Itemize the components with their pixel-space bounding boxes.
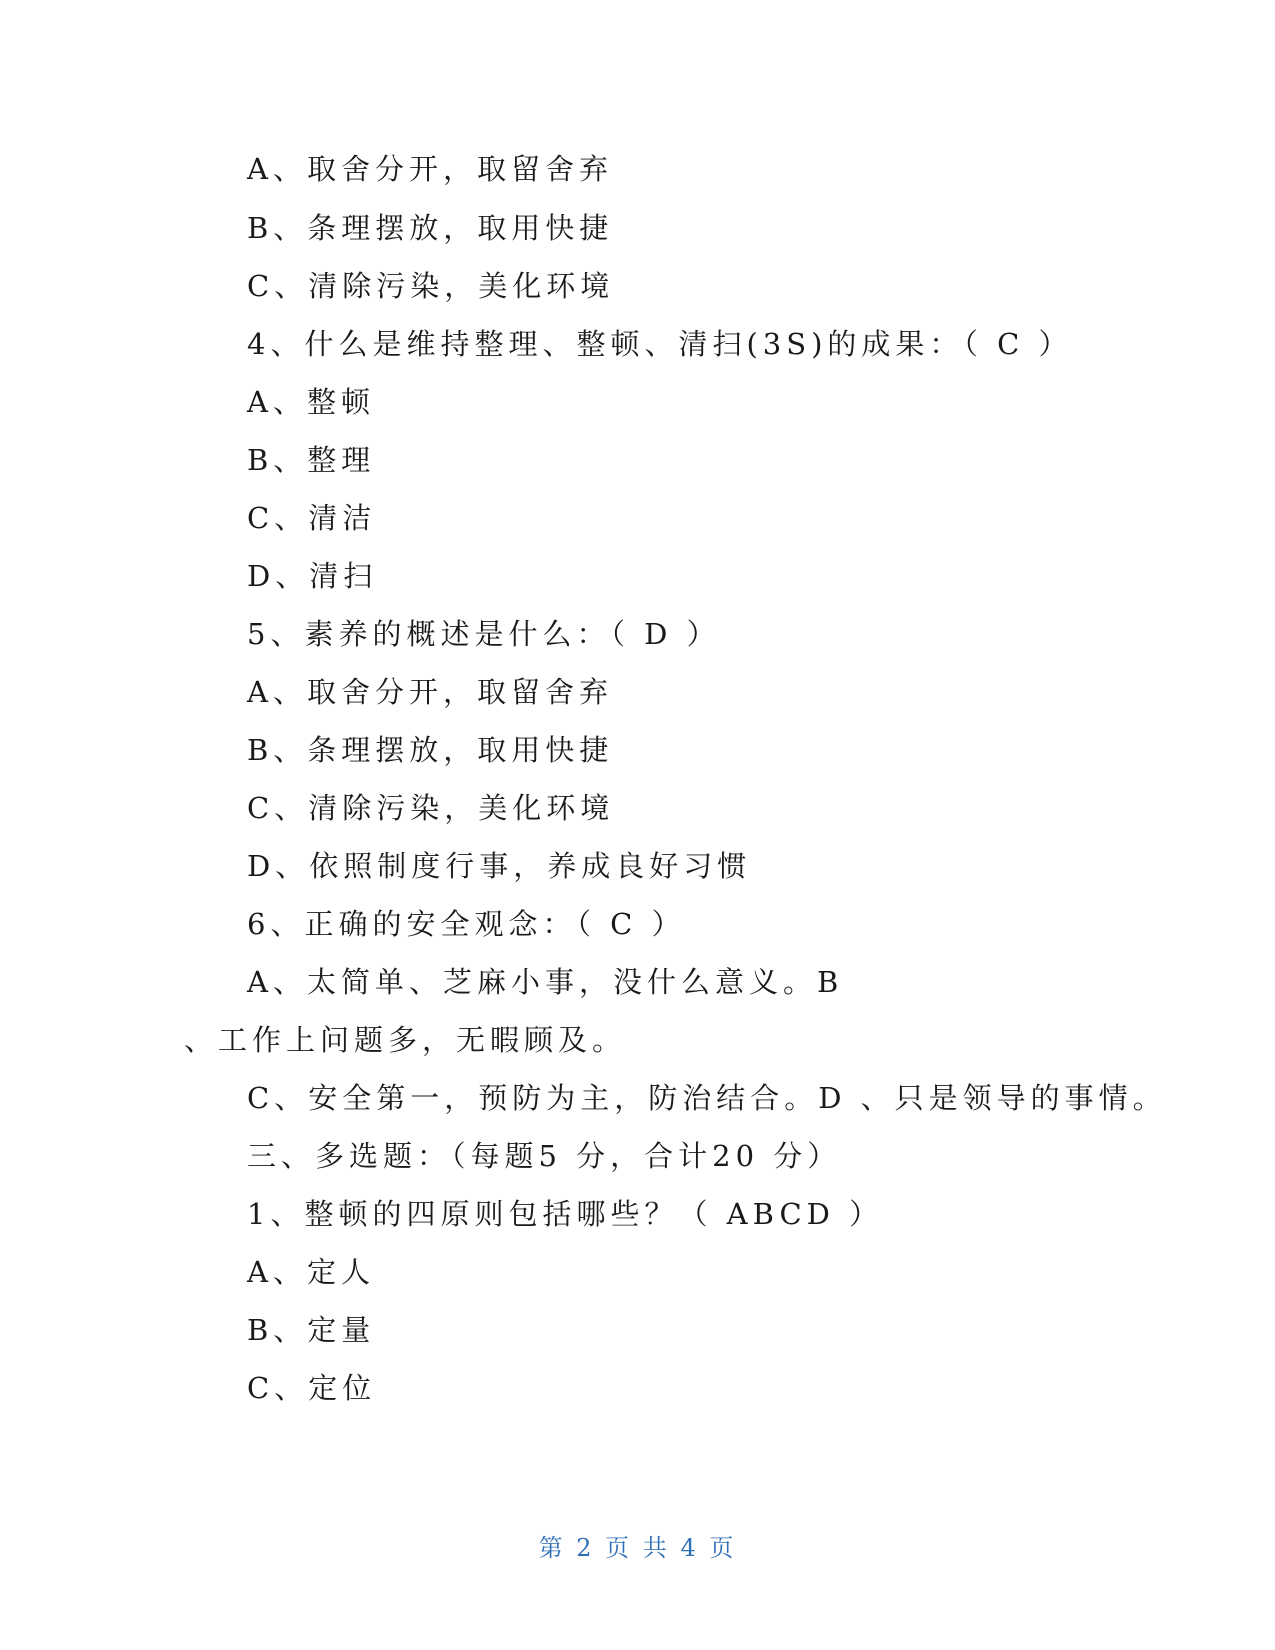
- text-line: D、依照制度行事，养成良好习惯: [247, 849, 752, 883]
- question-line: 5、素养的概述是什么：（ D ）: [247, 617, 721, 651]
- text-line: A、定人: [247, 1255, 375, 1289]
- text-line: C、定位: [247, 1371, 377, 1405]
- text-line: B、定量: [247, 1313, 376, 1347]
- text-line: C、清洁: [247, 501, 377, 535]
- question-line: 6、正确的安全观念：（ C ）: [247, 907, 686, 941]
- text-line: D、清扫: [247, 559, 378, 593]
- text-line: B、条理摆放，取用快捷: [247, 211, 614, 245]
- section-heading: 三、多选题：（每题5 分，合计20 分）: [247, 1139, 842, 1173]
- text-line: A、整顿: [247, 385, 375, 419]
- text-line: B、条理摆放，取用快捷: [247, 733, 614, 767]
- page-number-footer: 第 2 页 共 4 页: [538, 1534, 737, 1562]
- text-line: B、整理: [247, 443, 376, 477]
- text-line: C、安全第一，预防为主，防治结合。D 、只是领导的事情。: [247, 1081, 1167, 1115]
- text-line: A、太简单、芝麻小事，没什么意义。B: [247, 965, 844, 999]
- text-line: A、取舍分开，取留舍弃: [247, 152, 613, 186]
- question-line: 4、什么是维持整理、整顿、清扫(3S)的成果：（ C ）: [247, 327, 1073, 361]
- text-line: C、清除污染，美化环境: [247, 791, 615, 825]
- text-line: A、取舍分开，取留舍弃: [247, 675, 613, 709]
- text-line: C、清除污染，美化环境: [247, 269, 615, 303]
- text-line: 、工作上问题多，无暇顾及。: [184, 1023, 627, 1057]
- question-line: 1、整顿的四原则包括哪些？（ ABCD ）: [247, 1197, 884, 1231]
